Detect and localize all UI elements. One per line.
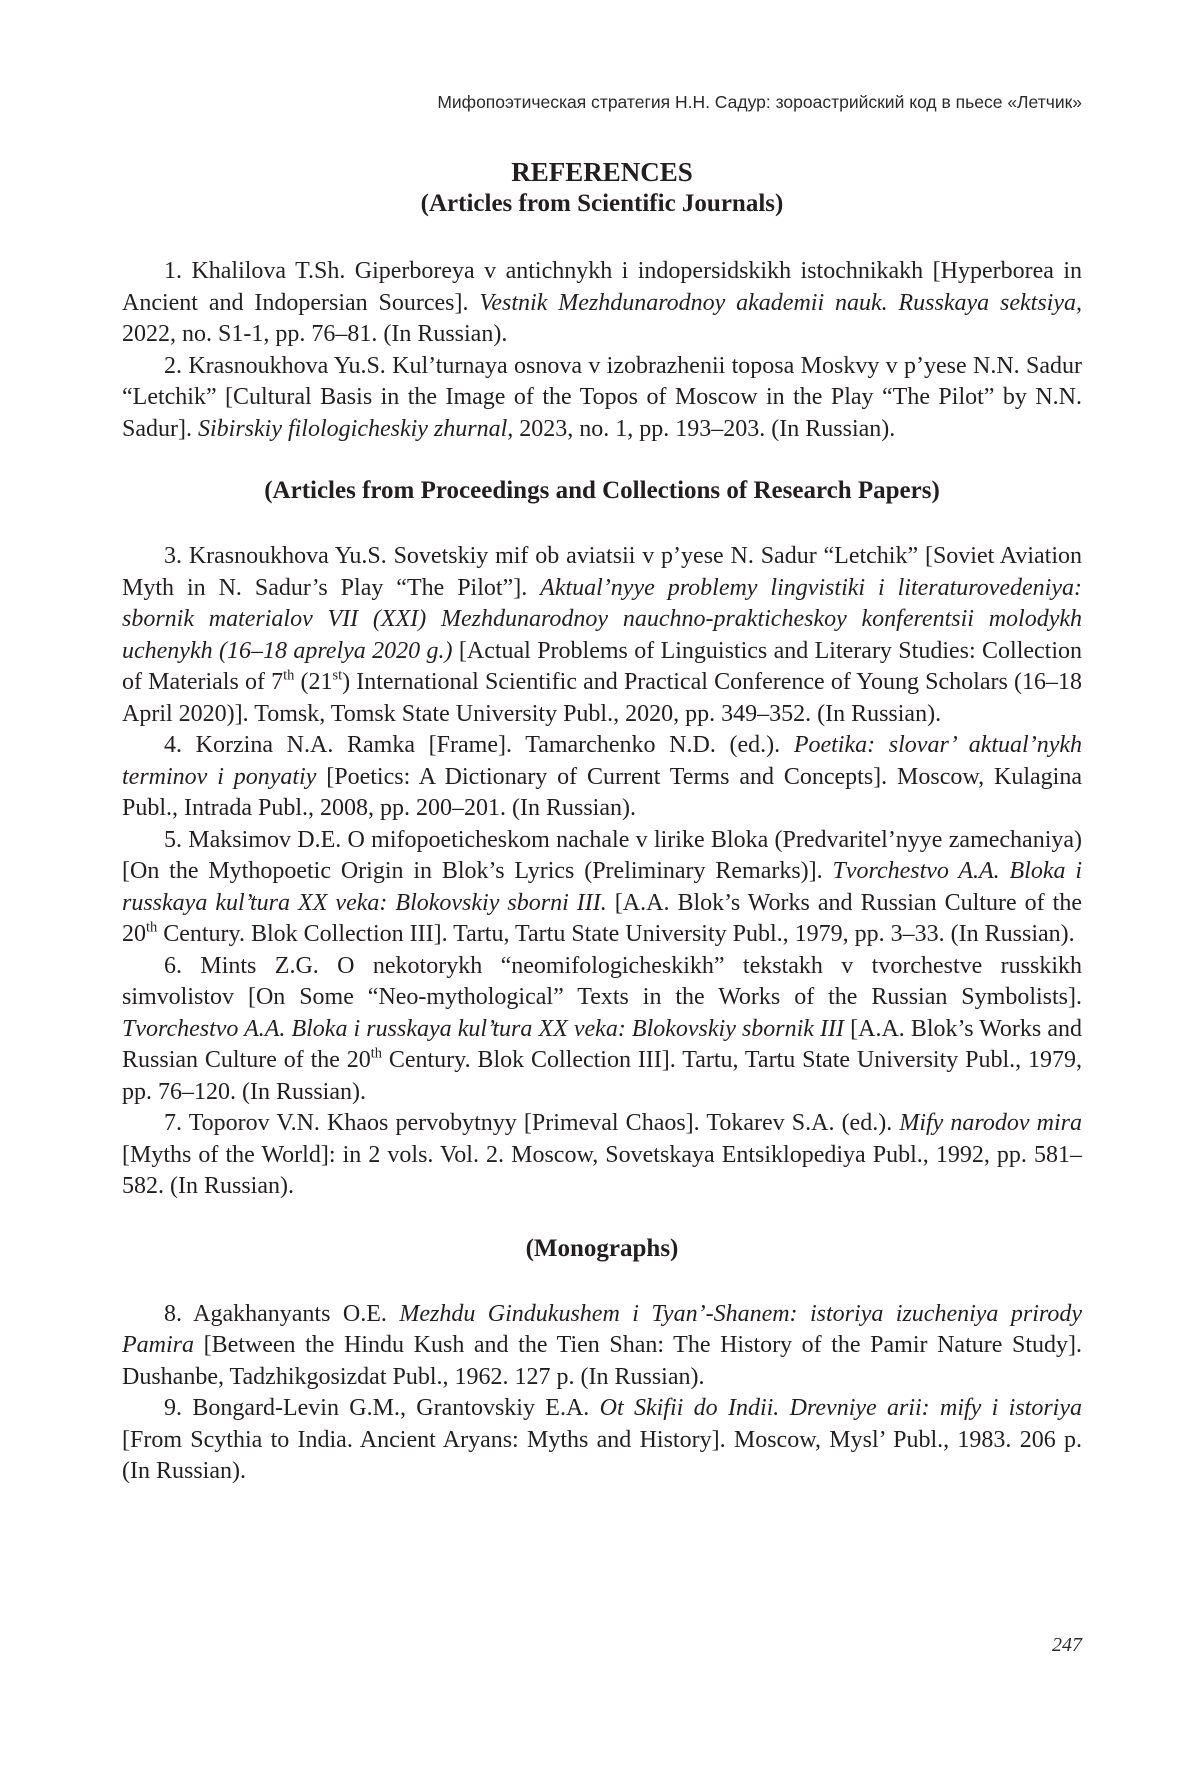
references-content — [122, 156, 1082, 1488]
section-heading-monographs: (Monographs) — [525, 1234, 679, 1262]
reference-item: 1. Khalilova T.Sh. Giperboreya v antichnykh i indopersidskikh istochnikakh [Hyperborea in Ancient and Indopersian Sources]. Vestnik Mezhdunarodnoy akademii nauk. Russkaya sektsiya, 2022, no. S1-1, pp. 76–81. (In Russian). — [122, 258, 1082, 347]
reference-item: 2. Krasnoukhova Yu.S. Kul’turnaya osnova v izobrazhenii toposa Moskvy v p’yese N.N. Sadur “Letchik” [Cultural Basis in the Image of the Topos of Moscow in the Play “The Pilot” by N.N. Sadur]. Sibirskiy filologicheskiy zhurnal, 2023, no. 1, pp. 193–203. (In Russian). — [122, 352, 1082, 442]
running-head: Мифопоэтическая стратегия Н.Н. Садур: зороастрийский код в пьесе «Летчик» — [437, 92, 1082, 112]
reference-item: 8. Agakhanyants O.E. Mezhdu Gindukushem i Tyan’-Shanem: istoriya izucheniya prirody Pamira [Between the Hindu Kush and the Tien Shan: The History of the Pamir Nature Study]. Dushanbe, Tadzhikgosizdat Publ., 1962. 127 p. (In Russian). — [122, 1300, 1083, 1390]
journal-articles-list — [122, 256, 1082, 445]
reference-item: 9. Bongard-Levin G.M., Grantovskiy E.A. Ot Skifii do Indii. Drevniye arii: mify i istoriya [From Scythia to India. Ancient Aryans: Myths and History]. Moscow, Mysl’ Publ., 1983. 206 p. (In Russian). — [122, 1395, 1083, 1484]
section-heading-journals: (Articles from Scientific Journals) — [420, 190, 784, 217]
section-heading-proceedings: (Articles from Proceedings and Collections of Research Papers) — [264, 477, 940, 504]
reference-item: 7. Toporov V.N. Khaos pervobytnyy [Primeval Chaos]. Tokarev S.A. (ed.). Mify narodov mira [Myths of the World]: in 2 vols. Vol. 2. Moscow, Sovetskaya Entsiklopediya Publ., 1992, pp. 581–582. (In Russian). — [122, 1110, 1082, 1199]
page-number: 247 — [1052, 1634, 1082, 1656]
reference-item: 6. Mints Z.G. O nekotorykh “neomifologicheskikh” tekstakh v tvorchestve russkikh simvolistov [On Some “Neo-mythological” Texts in the Works of the Russian Symbolists]. Tvorchestvo A.A. Bloka i russkaya kul’tura XX veka: Blokovskiy sbornik III [A.A. Blok’s Works and Russian Culture of the 20th Century. Blok Collection III]. Tartu, Tartu State University Publ., 1979, pp. 76–120. (In Russian). — [122, 952, 1083, 1105]
reference-item: 4. Korzina N.A. Ramka [Frame]. Tamarchenko N.D. (ed.). Poetika: slovar’ aktual’nykh terminov i ponyatiy [Poetics: A Dictionary of Current Terms and Concepts]. Moscow, Kulagina Publ., Intrada Publ., 2008, pp. 200–201. (In Russian). — [122, 732, 1082, 821]
proceedings-list — [122, 541, 1082, 1203]
reference-item: 5. Maksimov D.E. O mifopoeticheskom nachale v lirike Bloka (Predvaritel’nyye zamechaniya) [On the Mythopoetic Origin in Blok’s Lyrics (Preliminary Remarks)]. Tvorchestvo A.A. Bloka i russkaya kul’tura XX veka: Blokovskiy sborni III. [A.A. Blok’s Works and Russian Culture of the 20th Century. Blok Collection III]. Tartu, Tartu State University Publ., 1979, pp. 3–33. (In Russian). — [122, 826, 1083, 947]
reference-item: 3. Krasnoukhova Yu.S. Sovetskiy mif ob aviatsii v p’yese N. Sadur “Letchik” [Soviet Aviation Myth in N. Sadur’s Play “The Pilot”]. Aktual’nyye problemy lingvistiki i literaturovedeniya: sbornik materialov VII (XXI) Mezhdunarodnoy nauchno-prakticheskoy konferentsii molodykh uchenykh (16–18 aprelya 2020 g.) [Actual Problems of Linguistics and Literary Studies: Collection of Materials of 7th (21st) International Scientific and Practical Conference of Young Scholars (16–18 April 2020)]. Tomsk, Tomsk State University Publ., 2020, pp. 349–352. (In Russian). — [122, 543, 1083, 727]
references-title: REFERENCES — [511, 157, 693, 187]
monographs-list — [122, 1299, 1082, 1488]
